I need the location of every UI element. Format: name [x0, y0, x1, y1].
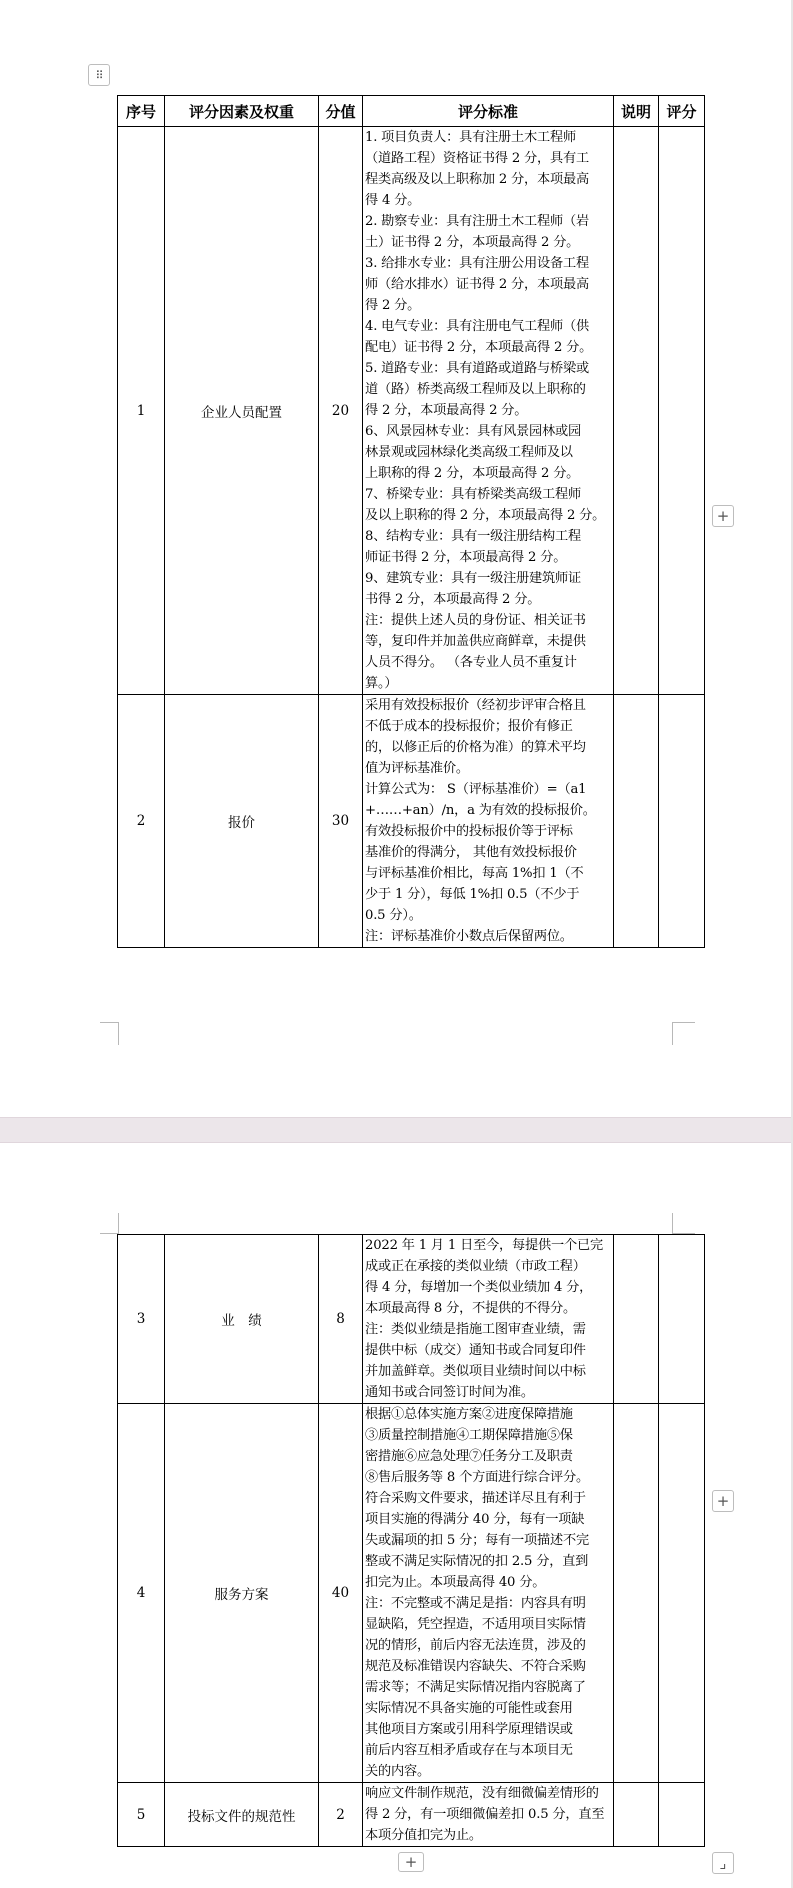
- cell-no[interactable]: 2: [118, 695, 165, 948]
- add-column-button[interactable]: [712, 1490, 734, 1512]
- criteria-line: 少于 1 分），每低 1%扣 0.5（不少于: [365, 887, 580, 902]
- table-row: [118, 1404, 705, 1783]
- criteria-line: 师证书得 2 分，本项最高得 2 分。: [365, 550, 567, 565]
- cell-note[interactable]: [614, 1235, 659, 1404]
- cell-rating[interactable]: [659, 695, 705, 948]
- criteria-line: 0.5 分）。: [365, 908, 422, 923]
- cell-criteria[interactable]: [363, 1404, 614, 1783]
- criteria-line: 关的内容。: [365, 1764, 430, 1779]
- page-separator: [0, 1117, 793, 1143]
- criteria-line: 前后内容互相矛盾或存在与本项目无: [365, 1743, 573, 1758]
- cell-rating[interactable]: [659, 127, 705, 695]
- criteria-line: 有效投标报价中的投标报价等于评标: [365, 824, 573, 839]
- criteria-line: 注：提供上述人员的身份证、相关证书: [365, 613, 586, 628]
- criteria-line: 师（给水排水）证书得 2 分，本项最高: [365, 277, 589, 292]
- criteria-line: ⑧售后服务等 8 个方面进行综合评分。: [365, 1470, 589, 1485]
- criteria-line: 4. 电气专业：具有注册电气工程师（供: [365, 319, 589, 334]
- criteria-line: 通知书或合同签订时间为准。: [365, 1385, 534, 1400]
- criteria-line: 采用有效投标报价（经初步评审合格且: [365, 698, 586, 713]
- criteria-line: 项目实施的得满分 40 分，每有一项缺: [365, 1512, 585, 1527]
- crop-mark: [672, 1022, 695, 1045]
- criteria-line: 道（路）桥类高级工程师及以上职称的: [365, 382, 586, 397]
- criteria-line: 需求等；不满足实际情况指内容脱离了: [365, 1680, 586, 1695]
- criteria-line: 与评标基准价相比，每高 1%扣 1（不: [365, 866, 584, 881]
- criteria-line: 上职称的得 2 分，本项最高得 2 分。: [365, 466, 580, 481]
- add-row-button[interactable]: [398, 1852, 424, 1872]
- criteria-line: 得 4 分。: [365, 193, 421, 208]
- cell-factor[interactable]: 企业人员配置: [165, 127, 319, 695]
- criteria-line: 5. 道路专业：具有道路或道路与桥梁或: [365, 361, 589, 376]
- resize-icon: ⌟: [719, 1853, 727, 1872]
- criteria-line: 2. 勘察专业：具有注册土木工程师（岩: [365, 214, 589, 229]
- criteria-line: 注：不完整或不满足是指：内容具有明: [365, 1596, 586, 1611]
- table-row: [118, 1235, 705, 1404]
- move-icon: ⠿: [95, 68, 103, 82]
- cell-criteria[interactable]: [363, 1235, 614, 1404]
- criteria-line: 密措施⑥应急处理⑦任务分工及职责: [365, 1449, 573, 1464]
- cell-criteria[interactable]: [363, 695, 614, 948]
- criteria-line: 规范及标准错误内容缺失、不符合采购: [365, 1659, 586, 1674]
- header-factor: 评分因素及权重: [165, 96, 319, 127]
- crop-mark: [100, 1213, 119, 1234]
- criteria-line: 土）证书得 2 分，本项最高得 2 分。: [365, 235, 580, 250]
- add-column-button[interactable]: [712, 505, 734, 527]
- cell-rating[interactable]: [659, 1783, 705, 1847]
- header-score: 分值: [319, 96, 363, 127]
- cell-note[interactable]: [614, 127, 659, 695]
- criteria-line: 得 2 分，有一项细微偏差扣 0.5 分，直至: [365, 1807, 605, 1822]
- criteria-line: 配电）证书得 2 分，本项最高得 2 分。: [365, 340, 593, 355]
- cell-criteria[interactable]: [363, 1783, 614, 1847]
- cell-rating[interactable]: [659, 1235, 705, 1404]
- criteria-line: 显缺陷，凭空捏造，不适用项目实际情: [365, 1617, 586, 1632]
- criteria-line: 响应文件制作规范，没有细微偏差情形的: [365, 1786, 599, 1801]
- criteria-line: +……+an）/n，a 为有效的投标报价。: [365, 803, 596, 818]
- cell-score[interactable]: 2: [319, 1783, 363, 1847]
- header-no: 序号: [118, 96, 165, 127]
- criteria-line: 况的情形，前后内容无法连贯，涉及的: [365, 1638, 586, 1653]
- criteria-line: 程类高级及以上职称加 2 分，本项最高: [365, 172, 589, 187]
- header-criteria: 评分标准: [363, 96, 614, 127]
- criteria-line: ③质量控制措施④工期保障措施⑤保: [365, 1428, 573, 1443]
- criteria-line: 得 2 分，本项最高得 2 分。: [365, 403, 528, 418]
- criteria-line: 不低于成本的投标报价；报价有修正: [365, 719, 573, 734]
- header-rating: 评分: [659, 96, 705, 127]
- criteria-line: 失或漏项的扣 5 分；每有一项描述不完: [365, 1533, 589, 1548]
- cell-score[interactable]: 8: [319, 1235, 363, 1404]
- criteria-line: （道路工程）资格证书得 2 分，具有工: [365, 151, 589, 166]
- cell-score[interactable]: 30: [319, 695, 363, 948]
- cell-score[interactable]: 40: [319, 1404, 363, 1783]
- criteria-line: 实际情况不具备实施的可能性或套用: [365, 1701, 573, 1716]
- cell-factor[interactable]: 服务方案: [165, 1404, 319, 1783]
- cell-note[interactable]: [614, 695, 659, 948]
- criteria-line: 基准价的得满分， 其他有效投标报价: [365, 845, 577, 860]
- criteria-line: 2022 年 1 月 1 日至今，每提供一个已完: [365, 1238, 603, 1253]
- scoring-table: [117, 95, 705, 948]
- header-note: 说明: [614, 96, 659, 127]
- crop-mark: [100, 1022, 119, 1045]
- criteria-line: 的，以修正后的价格为准）的算术平均: [365, 740, 586, 755]
- criteria-line: 扣完为止。本项最高得 40 分。: [365, 1575, 546, 1590]
- criteria-line: 3. 给排水专业：具有注册公用设备工程: [365, 256, 589, 271]
- criteria-line: 成或正在承接的类似业绩（市政工程）: [365, 1259, 586, 1274]
- criteria-line: 1. 项目负责人：具有注册土木工程师: [365, 130, 576, 145]
- table-move-handle[interactable]: [88, 64, 110, 86]
- criteria-line: 人员不得分。 （各专业人员不重复计: [365, 655, 577, 670]
- criteria-line: 等，复印件并加盖供应商鲜章，未提供: [365, 634, 586, 649]
- criteria-line: 提供中标（成交）通知书或合同复印件: [365, 1343, 586, 1358]
- criteria-line: 其他项目方案或引用科学原理错误或: [365, 1722, 573, 1737]
- cell-factor[interactable]: 投标文件的规范性: [165, 1783, 319, 1847]
- criteria-line: 值为评标基准价。: [365, 761, 469, 776]
- scoring-table-continued: [117, 1234, 705, 1847]
- criteria-line: 注：类似业绩是指施工图审查业绩，需: [365, 1322, 586, 1337]
- criteria-line: 得 2 分。: [365, 298, 421, 313]
- plus-icon: +: [404, 1852, 418, 1871]
- table-row: [118, 127, 705, 695]
- cell-rating[interactable]: [659, 1404, 705, 1783]
- criteria-line: 算。）: [365, 676, 398, 691]
- criteria-line: 根据①总体实施方案②进度保障措施: [365, 1407, 573, 1422]
- criteria-line: 及以上职称的得 2 分，本项最高得 2 分。: [365, 508, 606, 523]
- cell-no[interactable]: 5: [118, 1783, 165, 1847]
- criteria-line: 7、桥梁专业：具有桥梁类高级工程师: [365, 487, 581, 502]
- criteria-line: 书得 2 分，本项最高得 2 分。: [365, 592, 541, 607]
- cell-criteria[interactable]: [363, 127, 614, 695]
- criteria-line: 8、结构专业：具有一级注册结构工程: [365, 529, 581, 544]
- criteria-line: 本项分值扣完为止。: [365, 1828, 482, 1843]
- cell-no[interactable]: 3: [118, 1235, 165, 1404]
- criteria-line: 计算公式为： S（评标基准价）=（a1: [365, 782, 587, 797]
- table-resize-handle[interactable]: [712, 1852, 734, 1874]
- table-row: [118, 695, 705, 948]
- criteria-line: 得 4 分，每增加一个类似业绩加 4 分，: [365, 1280, 593, 1295]
- criteria-line: 并加盖鲜章。类似项目业绩时间以中标: [365, 1364, 586, 1379]
- criteria-line: 符合采购文件要求，描述详尽且有利于: [365, 1491, 586, 1506]
- cell-factor[interactable]: 业 绩: [165, 1235, 319, 1404]
- criteria-line: 注：评标基准价小数点后保留两位。: [365, 929, 573, 944]
- table-row: [118, 1783, 705, 1847]
- plus-icon: +: [716, 1491, 730, 1510]
- criteria-line: 9、建筑专业：具有一级注册建筑师证: [365, 571, 581, 586]
- plus-icon: +: [716, 506, 730, 525]
- cell-factor[interactable]: 报价: [165, 695, 319, 948]
- criteria-line: 6、风景园林专业：具有风景园林或园: [365, 424, 581, 439]
- cell-no[interactable]: 1: [118, 127, 165, 695]
- crop-mark: [672, 1213, 695, 1234]
- cell-no[interactable]: 4: [118, 1404, 165, 1783]
- criteria-line: 整或不满足实际情况的扣 2.5 分，直到: [365, 1554, 589, 1569]
- criteria-line: 林景观或园林绿化类高级工程师及以: [365, 445, 573, 460]
- cell-score[interactable]: 20: [319, 127, 363, 695]
- cell-note[interactable]: [614, 1783, 659, 1847]
- criteria-line: 本项最高得 8 分，不提供的不得分。: [365, 1301, 576, 1316]
- cell-note[interactable]: [614, 1404, 659, 1783]
- table-header-row: [118, 96, 705, 127]
